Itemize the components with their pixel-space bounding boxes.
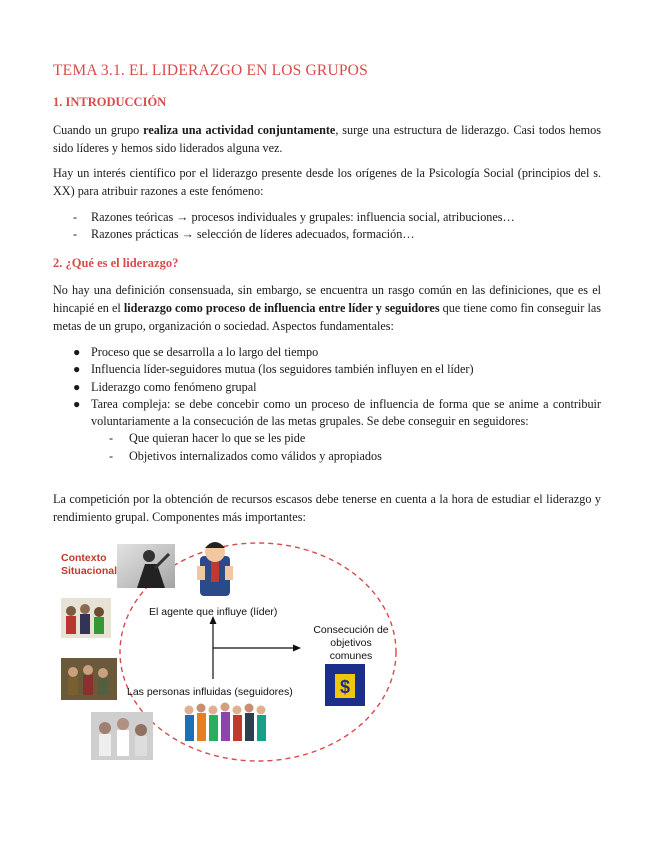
agent-label: El agente que influye (líder)	[149, 606, 278, 618]
leadership-diagram	[53, 536, 403, 768]
followers-figures	[185, 703, 267, 742]
photo-group-1	[61, 598, 111, 638]
leader-figure	[197, 542, 233, 596]
list-item: ● Tarea compleja: se debe concebir como un proceso de influencia de forma que se anime a contribuir voluntariamente a la consecución de las metas grupales. Se debe conseguir en seguidores: - Que quieran hacer lo que se les pide - Objetivos internalizados como válidos y apropiados	[73, 396, 601, 465]
list-item: - Razones prácticas → selección de líderes adecuados, formación…	[73, 227, 415, 242]
aspects-list	[73, 344, 601, 465]
photo-group-2	[61, 658, 117, 700]
intro-paragraph-1: Cuando un grupo realiza una actividad conjuntamente, surge una estructura de liderazgo. Casi todos hemos sido líderes y hemos sido liderados alguna vez.	[53, 123, 601, 155]
photo-crowd	[91, 712, 153, 760]
section-heading-introduccion: 1. INTRODUCCIÓN	[53, 95, 167, 109]
svg-text:$: $	[339, 677, 351, 697]
list-item: - Razones teóricas → procesos individuales y grupales: influencia social, atribuciones…	[73, 210, 515, 224]
people-label: Las personas influidas (seguidores)	[127, 686, 293, 698]
photo-speaker	[117, 544, 175, 588]
goal-image	[325, 664, 365, 706]
section-heading-que-es: 2. ¿Qué es el liderazgo?	[53, 256, 179, 270]
list-item: ● Proceso que se desarrolla a lo largo del tiempo	[73, 345, 319, 359]
goal-label: Consecución de objetivos comunes	[313, 624, 389, 662]
sub-list-item: - Que quieran hacer lo que se les pide	[109, 431, 306, 446]
page-title: TEMA 3.1. EL LIDERAZGO EN LOS GRUPOS	[53, 62, 368, 79]
list-item: ● Liderazgo como fenómeno grupal	[73, 379, 257, 394]
intro-paragraph-2: Hay un interés científico por el liderazgo presente desde los orígenes de la Psicología Social (principios del s. XX) para atribuir razones a este fenómeno:	[53, 166, 601, 198]
sub-list	[91, 430, 601, 465]
context-label: Contexto Situacional	[61, 552, 118, 577]
components-paragraph: La competición por la obtención de recursos escasos debe tenerse en cuenta a la hora de estudiar el liderazgo y rendimiento grupal. Componentes más importantes:	[53, 492, 601, 524]
list-item: ● Influencia líder-seguidores mutua (los seguidores también influyen en el líder)	[73, 362, 474, 377]
reasons-list	[73, 209, 601, 244]
definition-paragraph: No hay una definición consensuada, sin embargo, se encuentra un rasgo común en las definiciones, que es el hincapié en el liderazgo como proceso de influencia entre líder y seguidores que tiene como fin conseguir las metas de un grupo, organización o sociedad. Aspectos fundamentales:	[53, 283, 601, 333]
sub-list-item: - Objetivos internalizados como válidos y apropiados	[109, 448, 382, 463]
